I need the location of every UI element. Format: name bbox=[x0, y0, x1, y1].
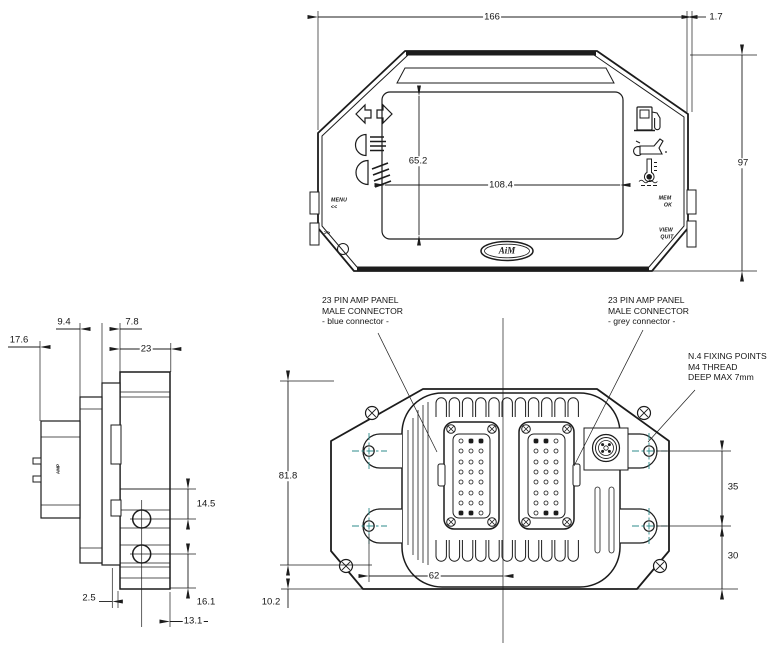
amp-connector-blue[interactable] bbox=[438, 422, 499, 529]
grey-connector-label-line1: 23 PIN AMP PANEL bbox=[608, 295, 685, 305]
mem-button-label2: OK bbox=[663, 202, 673, 209]
grey-connector-label-line2: MALE CONNECTOR bbox=[608, 305, 690, 316]
dim-rear-height: 81.8 bbox=[278, 470, 298, 482]
next-button-label: >> bbox=[323, 230, 331, 237]
front-visor-strip bbox=[397, 68, 614, 83]
dim-side-flange-gap: 2.5 bbox=[82, 592, 96, 604]
dim-side-mid-depth: 7.8 bbox=[125, 316, 139, 328]
dim-rear-hole-spacing: 35 bbox=[727, 481, 739, 493]
rear-view bbox=[280, 318, 738, 643]
front-view bbox=[310, 11, 757, 272]
dim-front-width: 166 bbox=[484, 11, 500, 23]
left-side-button-lower[interactable] bbox=[310, 223, 319, 245]
side-fins-left bbox=[408, 402, 428, 565]
fixing-points-label-line2: M4 THREAD bbox=[688, 361, 738, 372]
dim-side-hole-to-back: 13.1 bbox=[183, 615, 203, 627]
round-connector[interactable] bbox=[584, 428, 628, 470]
blue-connector-label-line3: - blue connector - bbox=[322, 316, 389, 327]
light-sensor bbox=[338, 244, 349, 255]
front-top-strip bbox=[406, 51, 596, 56]
mem-button-label: MEM bbox=[658, 195, 672, 202]
blue-connector-label-line1: 23 PIN AMP PANEL bbox=[322, 295, 399, 305]
side-view bbox=[8, 323, 208, 627]
dim-front-edge-offset: 1.7 bbox=[709, 11, 723, 23]
side-connector-pin bbox=[33, 476, 41, 482]
amp-connector-grey[interactable] bbox=[519, 422, 580, 529]
side-mid-module bbox=[102, 383, 120, 565]
blue-connector-label bbox=[322, 295, 403, 327]
cooling-fins-top bbox=[436, 398, 578, 417]
right-side-button-lower[interactable] bbox=[687, 221, 696, 247]
menu-button-label: MENU bbox=[330, 197, 348, 204]
dim-display-height: 65.2 bbox=[408, 155, 428, 167]
side-connector-pin bbox=[33, 458, 41, 464]
side-connector-marking: AMP bbox=[55, 463, 61, 475]
dim-rear-hole-to-centerline: 62 bbox=[428, 570, 440, 582]
oil-pressure-icon bbox=[634, 139, 667, 156]
fixing-points-label bbox=[688, 351, 767, 383]
fixing-points-label-line1: N.4 FIXING POINTS bbox=[688, 351, 767, 361]
dim-display-width: 108.4 bbox=[489, 179, 513, 191]
dim-side-body-depth: 23 bbox=[140, 343, 152, 355]
dim-side-hole-bottom: 16.1 bbox=[196, 596, 216, 608]
fuel-icon bbox=[634, 107, 660, 131]
water-temperature-icon bbox=[639, 159, 657, 186]
dim-side-protrusion: 17.6 bbox=[9, 334, 29, 346]
fixing-points-label-line3: DEEP MAX 7mm bbox=[688, 372, 754, 383]
aim-logo-text: AiM bbox=[498, 245, 516, 256]
view-button-label2: QUIT bbox=[660, 234, 674, 241]
dim-rear-bottom-offset: 10.2 bbox=[261, 596, 281, 608]
right-side-button-upper[interactable] bbox=[687, 190, 696, 214]
menu-button-label2: << bbox=[330, 204, 338, 211]
dim-side-connector-depth: 9.4 bbox=[57, 316, 71, 328]
side-front-frame bbox=[80, 397, 102, 563]
dim-side-hole-top: 14.5 bbox=[196, 498, 216, 510]
left-side-button-upper[interactable] bbox=[310, 192, 319, 214]
dim-rear-lower-offset: 30 bbox=[727, 550, 739, 562]
view-button-label: VIEW bbox=[658, 227, 674, 234]
grey-connector-label-line3: - grey connector - bbox=[608, 316, 676, 327]
blue-connector-label-line2: MALE CONNECTOR bbox=[322, 305, 404, 316]
dim-front-height: 97 bbox=[737, 157, 749, 169]
rear-inner-plate bbox=[402, 393, 620, 587]
cooling-fins-bottom bbox=[436, 540, 578, 561]
grey-connector-label bbox=[608, 295, 689, 327]
front-bottom-strip bbox=[357, 268, 649, 272]
